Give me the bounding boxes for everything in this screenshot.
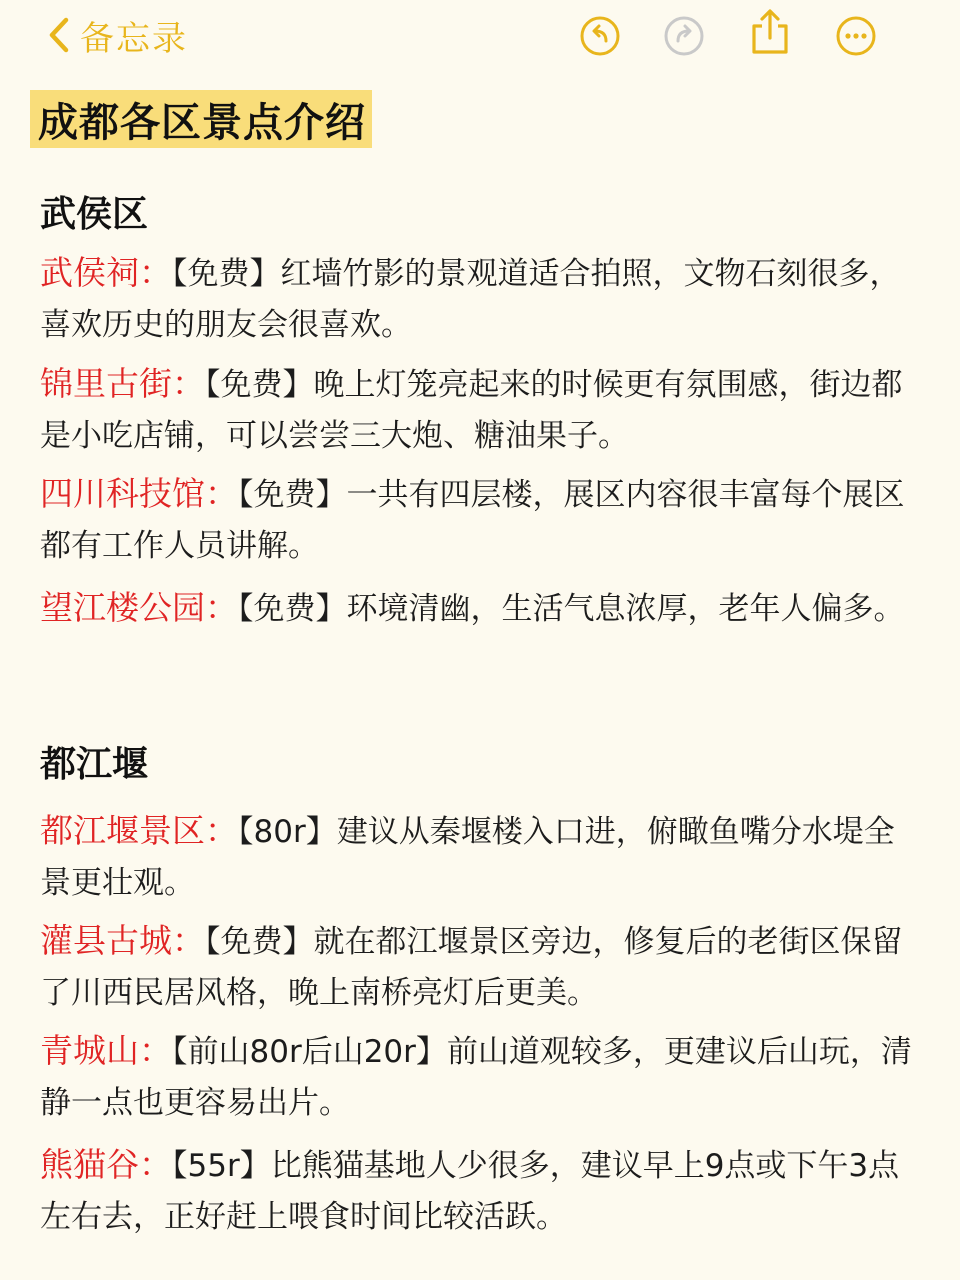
undo-icon[interactable] (578, 14, 622, 58)
list-item (40, 468, 920, 572)
place-description: 【前山80r后山20r】前山道观较多，更建议后山玩，清静一点也更容易出片。 (40, 1034, 912, 1121)
redo-icon[interactable] (662, 14, 706, 58)
list-item (40, 1025, 920, 1129)
more-icon[interactable] (834, 14, 878, 58)
list-item (40, 915, 920, 1019)
place-name: 青城山： (40, 1031, 172, 1070)
place-description: 【免费】一共有四层楼，展区内容很丰富每个展区都有工作人员讲解。 (40, 477, 905, 564)
place-name: 灌县古城： (40, 921, 205, 960)
navigation-bar (0, 0, 960, 78)
place-name: 都江堰景区： (40, 811, 238, 850)
chevron-left-icon (48, 17, 70, 53)
place-name: 四川科技馆： (40, 474, 238, 513)
place-name: 锦里古街： (40, 364, 205, 403)
list-item (40, 582, 920, 635)
place-name: 望江楼公园： (40, 588, 238, 627)
list-item (40, 358, 920, 462)
back-button[interactable] (48, 10, 188, 60)
place-description: 【免费】环境清幽，生活气息浓厚，老年人偏多。 (238, 591, 905, 627)
place-description: 【免费】就在都江堰景区旁边，修复后的老街区保留了川西民居风格，晚上南桥亮灯后更美。 (40, 924, 903, 1011)
list-item (40, 1139, 920, 1243)
place-name: 熊猫谷： (40, 1145, 172, 1184)
share-icon[interactable] (748, 8, 792, 52)
note-title: 成都各区景点介绍 (38, 99, 366, 146)
place-description: 【55r】比熊猫基地人少很多，建议早上9点或下午3点左右去，正好赶上喂食时间比较活跃。 (40, 1148, 900, 1235)
section-heading-dujiangyan: 都江堰 (40, 744, 149, 785)
place-description: 【免费】红墙竹影的景观道适合拍照，文物石刻很多，喜欢历史的朋友会很喜欢。 (40, 256, 901, 343)
place-description: 【80r】建议从秦堰楼入口进，俯瞰鱼嘴分水堤全景更壮观。 (40, 814, 895, 901)
note-title-highlight (30, 90, 372, 148)
place-description: 【免费】晚上灯笼亮起来的时候更有氛围感，街边都是小吃店铺，可以尝尝三大炮、糖油果子。 (40, 367, 903, 454)
list-item (40, 247, 920, 351)
section-heading-wuhou: 武侯区 (40, 194, 149, 235)
list-item (40, 805, 920, 909)
back-label: 备忘录 (80, 18, 188, 59)
place-name: 武侯祠： (40, 253, 172, 292)
